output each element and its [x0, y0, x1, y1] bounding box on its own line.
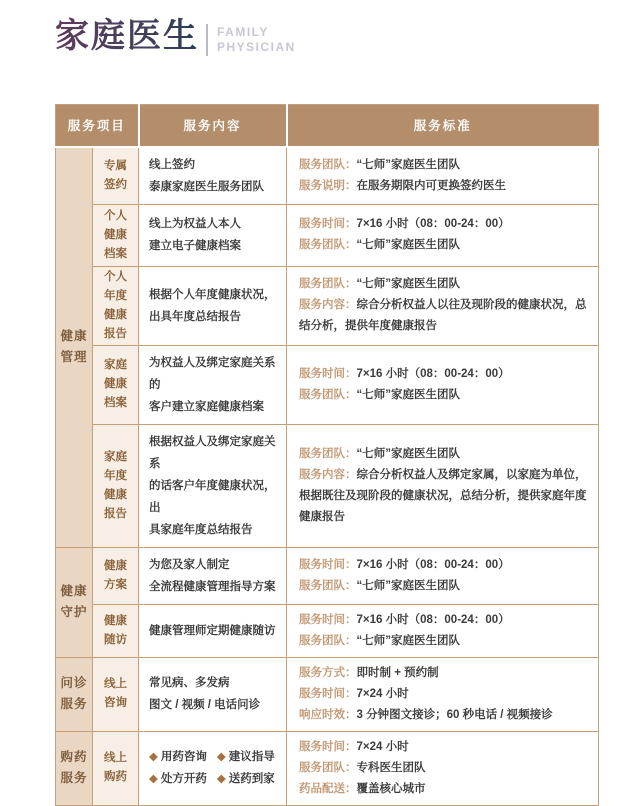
standard-label: 响应时效：: [299, 708, 357, 721]
standard-value: “七师”家庭医生团队: [356, 239, 461, 251]
standard-label: 服务时间：: [299, 613, 357, 626]
table-row: [56, 731, 599, 805]
standard-label: 服务团队：: [299, 278, 357, 290]
standard-label: 服务团队：: [299, 239, 357, 251]
col-header-content: 服务内容: [139, 105, 287, 147]
standard-value: “七师”家庭医生团队: [356, 278, 461, 290]
standard-label: 服务方式：: [299, 666, 357, 679]
standard-value: “七师”家庭医生团队: [356, 579, 461, 592]
page-header: [55, 14, 296, 58]
standard-label: 服务说明：: [299, 179, 357, 192]
content-cell: 为您及家人制定 全流程健康管理指导方案: [139, 547, 287, 604]
standard-label: 服务内容：: [299, 299, 357, 311]
standard-cell: [287, 266, 599, 345]
standard-cell: [287, 147, 599, 205]
subtitle-line-1: FAMILY: [217, 25, 269, 39]
item-cell: 健康 方案: [93, 547, 139, 604]
standard-cell: [287, 204, 599, 266]
standard-label: 服务团队：: [299, 579, 357, 592]
standard-value: 7×16 小时（08：00-24：00）: [356, 367, 510, 380]
diamond-bullet-icon: ◆: [149, 751, 158, 763]
subtitle-line-2: PHYSICIAN: [217, 40, 296, 54]
item-cell: 家庭 健康 档案: [93, 345, 139, 424]
item-cell: 个人 健康 档案: [93, 204, 139, 266]
standard-label: 服务内容：: [299, 468, 357, 481]
table-row: [56, 604, 599, 657]
content-cell: 线上为权益人本人 建立电子健康档案: [139, 204, 287, 266]
table-row: [56, 147, 599, 205]
standard-value: “七师”家庭医生团队: [356, 447, 461, 460]
category-cell-health-management: 健康 管理: [56, 147, 93, 548]
content-cell: 健康管理师定期健康随访: [139, 604, 287, 657]
table-header-row: [56, 105, 599, 147]
title-divider: [206, 24, 208, 56]
standard-value: “七师”家庭医生团队: [356, 158, 461, 171]
category-cell-medicine-purchase: 购药 服务: [56, 731, 93, 805]
standard-cell: [287, 547, 599, 604]
standard-value: 3 分钟图文接诊；60 秒电话 / 视频接诊: [356, 708, 553, 721]
service-table-wrap: [55, 104, 599, 806]
content-cell: 根据个人年度健康状况， 出具年度总结报告: [139, 266, 287, 345]
standard-label: 服务时间：: [299, 740, 357, 753]
content-cell: 为权益人及绑定家庭关系的 客户建立家庭健康档案: [139, 345, 287, 424]
item-cell: 线上 咨询: [93, 657, 139, 731]
item-cell: 个人 年度 健康 报告: [93, 266, 139, 345]
standard-value: 7×24 小时: [356, 687, 409, 700]
standard-value: 7×16 小时（08：00-24：00）: [356, 558, 510, 571]
standard-value: 覆盖核心城市: [356, 782, 426, 795]
standard-label: 服务团队：: [299, 761, 357, 774]
standard-label: 药品配送：: [299, 782, 357, 795]
standard-value: 7×24 小时: [356, 740, 409, 753]
standard-value: “七师”家庭医生团队: [356, 388, 461, 401]
standard-value: 综合分析权益人以往及现阶段的健康状况，总结分析，提供年度健康报告: [299, 299, 587, 332]
table-row: [56, 204, 599, 266]
content-cell: 线上签约 泰康家庭医生服务团队: [139, 147, 287, 205]
standard-label: 服务团队：: [299, 388, 357, 401]
content-cell: 常见病、多发病 图文 / 视频 / 电话问诊: [139, 657, 287, 731]
diamond-bullet-icon: ◆: [149, 773, 158, 785]
table-row: [56, 547, 599, 604]
item-cell: 线上 购药: [93, 731, 139, 805]
category-cell-consultation: 问诊 服务: [56, 657, 93, 731]
col-header-standard: 服务标准: [287, 105, 599, 147]
page-subtitle: [217, 25, 296, 55]
service-table: [55, 104, 599, 806]
standard-value: 专科医生团队: [356, 761, 426, 774]
standard-value: 在服务期限内可更换签约医生: [356, 179, 507, 192]
standard-value: “七师”家庭医生团队: [356, 634, 461, 647]
standard-value: 即时制 + 预约制: [356, 666, 439, 679]
page-title: 家庭医生: [55, 14, 199, 58]
standard-value: 7×16 小时（08：00-24：00）: [356, 218, 510, 230]
content-cell: 根据权益人及绑定家庭关系 的话客户年度健康状况，出 具家庭年度总结报告: [139, 424, 287, 547]
item-cell: 专属 签约: [93, 147, 139, 205]
diamond-bullet-icon: ◆: [216, 773, 226, 785]
standard-cell: [287, 731, 599, 805]
standard-label: 服务团队：: [299, 158, 357, 171]
diamond-bullet-icon: ◆: [216, 751, 226, 763]
item-cell: 健康 随访: [93, 604, 139, 657]
standard-value: 综合分析权益人及绑定家属，以家庭为单位，根据既往及现阶段的健康状况，总结分析，提供家庭年度健康报告: [299, 468, 587, 523]
category-cell-health-guard: 健康 守护: [56, 547, 93, 657]
standard-cell: [287, 424, 599, 547]
standard-label: 服务时间：: [299, 367, 357, 380]
standard-label: 服务时间：: [299, 558, 357, 571]
standard-cell: [287, 657, 599, 731]
standard-label: 服务团队：: [299, 447, 357, 460]
standard-label: 服务团队：: [299, 634, 357, 647]
col-header-item: 服务项目: [56, 105, 139, 147]
table-row: [56, 657, 599, 731]
table-row: [56, 345, 599, 424]
item-cell: 家庭 年度 健康 报告: [93, 424, 139, 547]
content-cell: ◆ 用药咨询 ◆ 建议指导 ◆ 处方开药 ◆ 送药到家: [139, 731, 287, 805]
table-row: [56, 266, 599, 345]
standard-cell: [287, 604, 599, 657]
table-row: [56, 424, 599, 547]
standard-label: 服务时间：: [299, 687, 357, 700]
standard-value: 7×16 小时（08：00-24：00）: [356, 613, 510, 626]
standard-label: 服务时间：: [299, 218, 357, 230]
standard-cell: [287, 345, 599, 424]
